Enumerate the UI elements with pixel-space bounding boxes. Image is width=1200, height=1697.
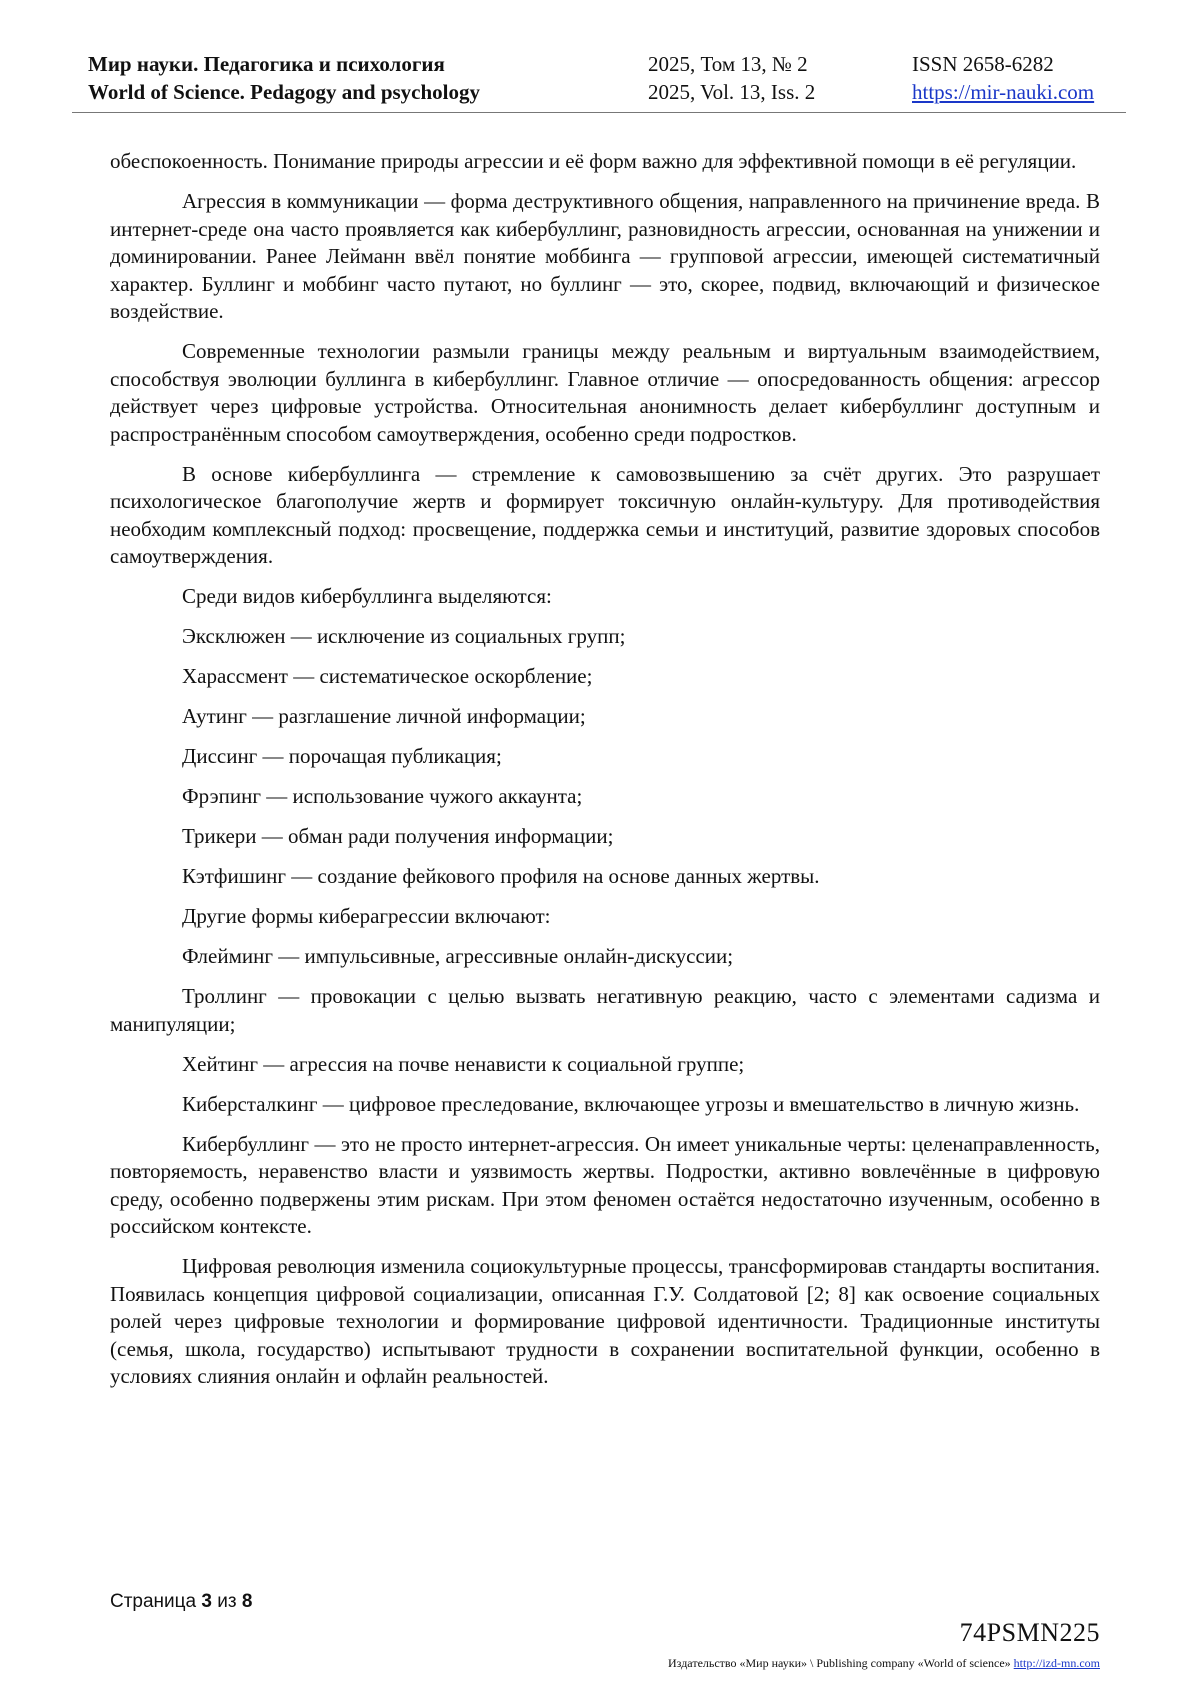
list-item: Харассмент — систематическое оскорбление; (182, 664, 593, 688)
issue-ru: 2025, Том 13, № 2 (648, 52, 808, 76)
paragraph: Цифровая революция изменила социокультурные процессы, трансформировав стандарты воспитания. Появилась концепция цифровой социализации, описанная Г.У. Солдатовой [2; 8] как освоение социальных ролей через цифровые технологии и формирование цифровой идентичности. Традиционные институты (семья, школа, государство) испытывают трудности в сохранении воспитательной функции, особенно в условиях слияния онлайн и офлайн реальностей. (110, 1254, 1100, 1388)
journal-url-link[interactable]: https://mir-nauki.com (912, 80, 1095, 104)
page-mid: из (217, 1591, 237, 1612)
list-item: Трикери — обман ради получения информации; (182, 824, 614, 848)
journal-header (88, 50, 1126, 112)
paragraph: В основе кибербуллинга — стремление к самовозвышению за счёт других. Это разрушает психологическое благополучие жертв и формирует токсичную онлайн-культуру. Для противодействия необходим комплексный подход: просвещение, поддержка семьи и институций, развитие здоровых способов самоутверждения. (110, 461, 1100, 568)
paragraph: Кибербуллинг — это не просто интернет-агрессия. Он имеет уникальные черты: целенаправленность, повторяемость, неравенство власти и уязвимость жертвы. Подростки, активно вовлечённые в цифровую среду, особенно подвержены этим рискам. При этом феномен остаётся недостаточно изученным, особенно в российском контексте. (110, 1131, 1100, 1238)
issue-block (648, 50, 815, 106)
issn: ISSN 2658-6282 (912, 52, 1054, 76)
publisher-line (668, 1656, 1100, 1671)
list-intro: Среди видов кибербуллинга выделяются: (182, 584, 552, 608)
page-prefix: Страница (110, 1591, 197, 1612)
publisher-url-link[interactable]: http://izd-mn.com (1013, 1656, 1100, 1670)
issn-block (912, 50, 1094, 106)
list-item: Кэтфишинг — создание фейкового профиля на основе данных жертвы. (182, 864, 820, 888)
list-item: Хейтинг — агрессия на почве ненависти к социальной группе; (182, 1051, 745, 1076)
list-item: Диссинг — порочащая публикация; (182, 744, 502, 768)
list-item: Эксклюжен — исключение из социальных групп; (182, 624, 626, 648)
page-total: 8 (241, 1591, 253, 1612)
paragraph: обеспокоенность. Понимание природы агрессии и её форм важно для эффективной помощи в её регуляции. (110, 149, 1077, 173)
paragraph: Агрессия в коммуникации — форма деструктивного общения, направленного на причинение вреда. В интернет-среде она часто проявляется как кибербуллинг, разновидность агрессии, основанная на унижении и доминировании. Ранее Лейманн ввёл понятие моббинга — групповой агрессии, имеющей систематичный характер. Буллинг и моббинг часто путают, но буллинг — это, скорее, подвид, включающий и физическое воздействие. (110, 189, 1100, 323)
article-body (110, 148, 1100, 1403)
issue-en: 2025, Vol. 13, Iss. 2 (648, 80, 816, 104)
journal-title-ru: Мир науки. Педагогика и психология (88, 52, 445, 76)
page-current: 3 (201, 1591, 212, 1612)
list-item: Фрэпинг — использование чужого аккаунта; (182, 784, 583, 808)
publisher-name: Издательство «Мир науки» \ Publishing company «World of science» (668, 1656, 1011, 1670)
paragraph: Современные технологии размыли границы между реальным и виртуальным взаимодействием, способствуя эволюции буллинга в кибербуллинг. Главное отличие — опосредованность общения: агрессор действует через цифровые устройства. Относительная анонимность делает кибербуллинг доступным и распространённым способом самоутверждения, особенно среди подростков. (110, 339, 1100, 446)
list-intro: Другие формы киберагрессии включают: (182, 904, 551, 928)
article-code: 74PSMN225 (959, 1618, 1100, 1647)
header-divider (72, 112, 1126, 113)
list-item: Аутинг — разглашение личной информации; (182, 704, 586, 728)
list-item: Троллинг — провокации с целью вызвать негативную реакцию, часто с элементами садизма и манипуляции; (110, 984, 1100, 1036)
list-item: Киберсталкинг — цифровое преследование, включающее угрозы и вмешательство в личную жизнь. (182, 1091, 1080, 1116)
journal-title-en: World of Science. Pedagogy and psychology (88, 80, 481, 104)
list-item: Флейминг — импульсивные, агрессивные онлайн-дискуссии; (182, 944, 734, 968)
page-number (110, 1591, 252, 1613)
journal-title-block (88, 50, 480, 106)
